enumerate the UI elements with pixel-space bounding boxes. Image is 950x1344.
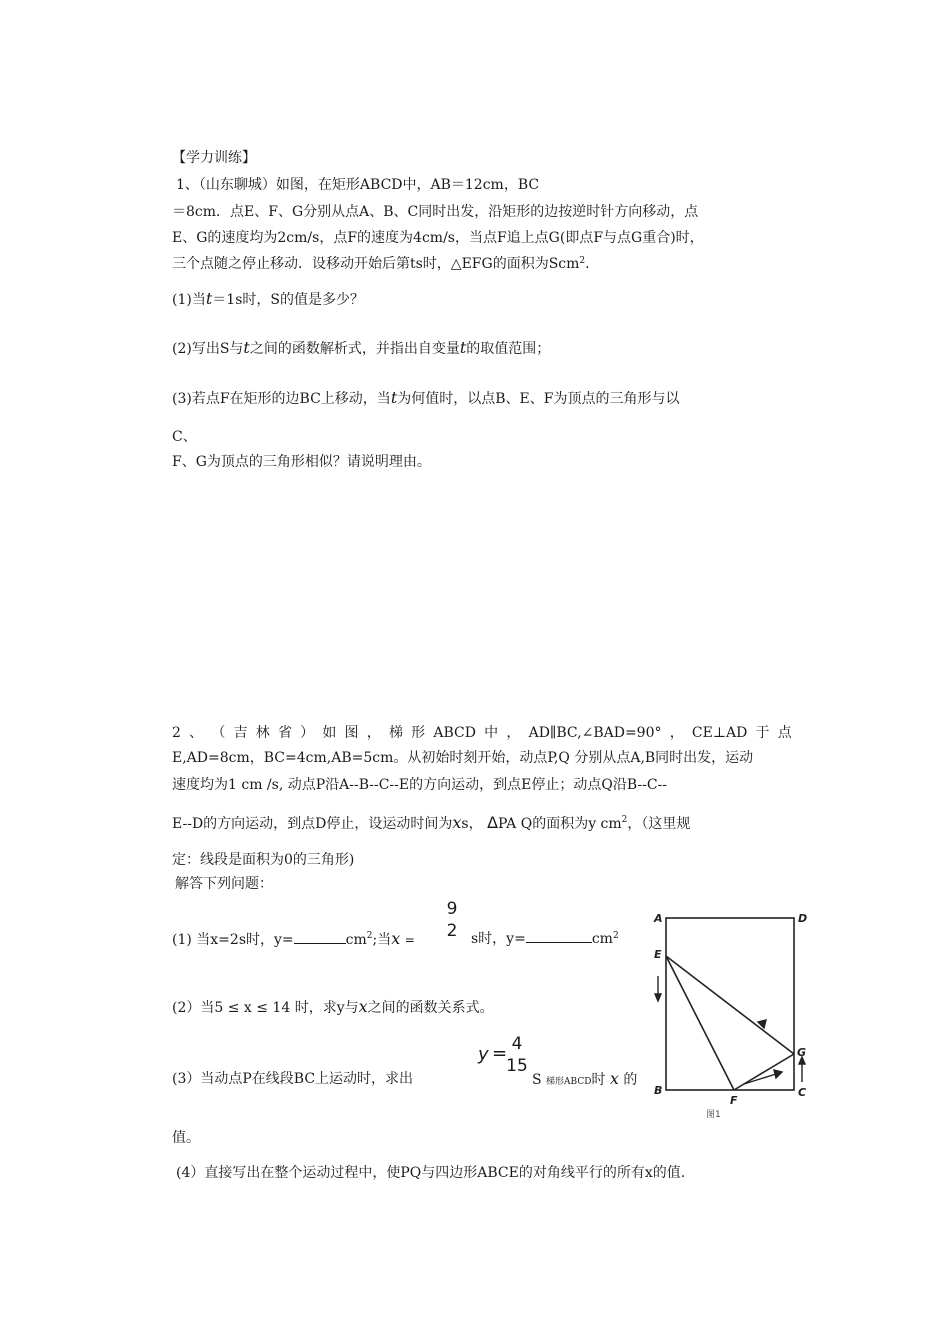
q1-part-3 [172, 388, 679, 409]
q1-line-4-sup: 2 [579, 256, 586, 266]
q2-part-3-line-2: 值。 [172, 1130, 200, 1146]
q2-p1-c: ;当 [372, 932, 392, 948]
q2-p3-s: S [532, 1072, 542, 1088]
q1-part-3-line-3: F、G为顶点的三角形相似？请说明理由。 [172, 454, 431, 470]
label-d: D [798, 912, 808, 925]
q1-p1-b: ＝1s时，S的值是多少？ [212, 292, 364, 308]
q2-p3-b: 时 [591, 1072, 606, 1088]
trapezoid-figure [648, 906, 818, 1122]
var-t: t [390, 388, 398, 407]
q2-line-1-token: （ [211, 725, 226, 741]
q1-p2-a: (2)写出S与 [172, 341, 244, 357]
figure-caption: 图1 [706, 1110, 721, 1120]
var-y: y [478, 1044, 489, 1065]
arrow-down-head [655, 994, 661, 1001]
label-e: E [654, 948, 662, 961]
var-x: x [358, 997, 368, 1016]
q2-line-4 [172, 813, 690, 834]
var-x: x [609, 1069, 619, 1088]
q2-line-1-token: 于 [755, 725, 770, 741]
var-t: t [205, 289, 213, 308]
q2-part-2 [172, 997, 494, 1018]
q2-p2-a: (2）当5 ≤ x ≤ 14 时，求y与 [172, 1000, 359, 1016]
q2-part-4: (4）直接写出在整个运动过程中，使PQ与四边形ABCE的对角线平行的所有x的值. [176, 1165, 686, 1181]
q1-p1-a: (1)当 [172, 292, 206, 308]
q2-line-1 [172, 723, 792, 743]
q2-p1-a: (1) 当x=2s时，y= [172, 932, 294, 948]
q2-p1-eq: = [404, 933, 415, 947]
q2-line-1-token: CE⊥AD [691, 725, 748, 741]
var-x: x [391, 929, 401, 948]
q1-line-3: E、G的速度均为2cm/s，点F的速度为4cm/s，当点F追上点G(即点F与点G重合)时， [172, 230, 704, 246]
q2-line-6: 解答下列问题： [175, 876, 273, 892]
q2-line-1-token: ） [300, 725, 315, 741]
q2-line-1-token: 林 [255, 725, 270, 741]
q2-l4-b: s， [461, 816, 483, 832]
q1-line-4-end: . [585, 256, 590, 272]
q2-part-3-tail [532, 1069, 637, 1092]
q2-line-5: 定：线段是面积为0的三角形) [172, 852, 355, 868]
label-g: G [797, 1046, 807, 1059]
q2-line-1-token: ， [669, 725, 684, 741]
q1-p2-b: 之间的函数解析式，并指出自变量 [249, 341, 460, 357]
fraction-numerator: 4 [511, 1034, 523, 1054]
q1-line-1: 1、（山东聊城）如图，在矩形ABCD中，AB＝12cm，BC [176, 177, 540, 193]
var-x: x [452, 813, 462, 832]
q2-p3-y [478, 1044, 489, 1065]
q1-line-4-text: 三个点随之停止移动．设移动开始后第ts时，△EFG的面积为Scm [172, 256, 580, 272]
q2-line-3: 速度均为1 cm /s, 动点P沿A--B--C--E的方向运动，到点E停止；动点Q沿B--C-- [172, 777, 667, 793]
q2-line-2: E,AD=8cm，BC=4cm,AB=5cm。从初始时刻开始，动点P,Q 分别从点A,B同时出发，运动 [172, 750, 754, 766]
label-f: F [730, 1094, 738, 1107]
q2-line-1-token: 2 [172, 725, 181, 741]
q1-p2-c: 的取值范围； [466, 341, 551, 357]
fraction-numerator: 9 [446, 899, 458, 919]
q2-line-1-token: 图 [344, 725, 359, 741]
q2-p2-b: 之间的函数关系式。 [367, 1000, 494, 1016]
q2-p1-sup: 2 [366, 931, 373, 941]
q2-part-1 [172, 929, 415, 950]
section-title: 【学力训练】 [172, 150, 256, 166]
q1-p3-b: 为何值时，以点B、E、F为顶点的三角形与以 [397, 391, 680, 407]
q2-l4-d: ，（这里规 [627, 816, 691, 832]
q2-p1-sup2: 2 [612, 931, 619, 941]
q1-line-2: ＝8cm．点E、F、G分别从点A、B、C同时出发，沿矩形的边按逆时针方向移动，点 [172, 204, 699, 220]
fraction-4-15 [505, 1033, 529, 1077]
q2-line-1-token: AD∥BC,∠BAD=90° [528, 725, 662, 741]
q2-line-1-token: 如 [322, 725, 337, 741]
delta-symbol: Δ [487, 813, 499, 832]
q2-line-1-token: ABCD [433, 725, 476, 741]
var-t: t [459, 338, 467, 357]
var-t: t [243, 338, 250, 357]
q1-p3-a: (3)若点F在矩形的边BC上移动，当 [172, 391, 391, 407]
q2-p1-d: s时，y= [471, 931, 526, 947]
q2-line-1-token: 省 [277, 725, 292, 741]
fraction-9-2 [441, 898, 463, 942]
answer-blank-1[interactable] [294, 931, 346, 944]
label-b: B [654, 1084, 663, 1097]
answer-blank-2[interactable] [526, 930, 592, 943]
q2-l4-a: E--D的方向运动，到点D停止，设运动时间为 [172, 816, 453, 832]
q2-line-1-token: 、 [189, 725, 204, 741]
q2-line-1-token: 吉 [233, 725, 248, 741]
label-a: A [654, 912, 663, 925]
fraction-denominator: 2 [446, 921, 458, 941]
q1-line-4 [172, 254, 590, 274]
q2-line-1-token: 中 [484, 725, 499, 741]
q2-line-1-token: 形 [411, 725, 426, 741]
q2-p3-sub: 梯形ABCD [546, 1077, 592, 1087]
q2-p1-b: cm [345, 932, 367, 948]
label-c: C [798, 1086, 807, 1099]
q2-l4-sup: 2 [621, 815, 628, 825]
q2-l4-c: PA Q的面积为y cm [498, 816, 622, 832]
q2-line-1-token: 梯 [388, 725, 403, 741]
q2-p3-c: 的 [623, 1072, 638, 1088]
q1-part-2 [172, 338, 550, 359]
q2-p1-e: cm [591, 931, 613, 947]
q2-part-3: (3）当动点P在线段BC上运动时，求出 [172, 1071, 414, 1087]
q2-line-1-token: 点 [777, 725, 792, 741]
fraction-denominator: 15 [506, 1056, 528, 1076]
q1-part-1 [172, 289, 364, 310]
q2-part-1-tail [471, 929, 619, 949]
q2-line-1-token: ， [506, 725, 521, 741]
q1-part-3-line-2: C、 [172, 429, 197, 445]
q2-p3-eq: = [492, 1043, 508, 1064]
q2-line-1-token: ， [366, 725, 381, 741]
